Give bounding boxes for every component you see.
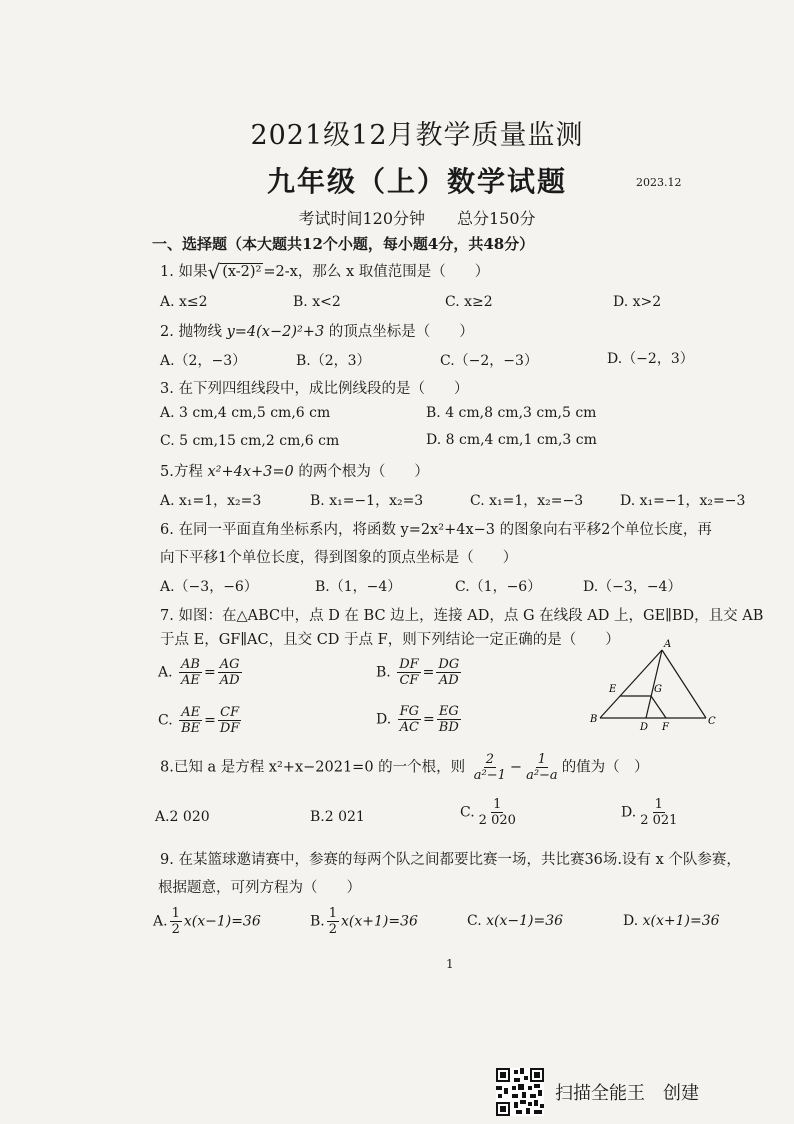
q5-option-a: A. x₁=1，x₂=3 [160,493,262,509]
q3-option-a: A. 3 cm,4 cm,5 cm,6 cm [160,405,331,421]
q3-option-d: D. 8 cm,4 cm,1 cm,3 cm [426,432,597,448]
q2-option-c: C.（−2，−3） [440,353,538,369]
qr-code-icon [496,1068,544,1116]
q6-option-c: C.（1，−6） [455,579,542,595]
question-7-line-1: 7. 如图：在△ABC中，点 D 在 BC 边上，连接 AD，点 G 在线段 AD 上，GE∥BD，且交 AB [160,608,764,624]
label-d: D [640,722,649,733]
q2-option-a: A.（2，−3） [160,353,247,369]
radicand: (x-2)² [222,264,262,280]
label-b: B [590,714,598,725]
q7-option-c: C. $\frac{AE}{BE}$ = $\frac{CF}{DF}$ [158,705,240,736]
exam-subtitle: 九年级（上）数学试题 [266,165,567,198]
q1-option-b: B. x<2 [293,294,341,310]
exam-title: 2021级12月教学质量监测 [250,120,584,151]
section-title: 一、选择题（本大题共12个小题，每小题4分，共48分） [152,235,535,253]
q7-option-b: B. $\frac{DF}{CF}$ = $\frac{DG}{AD}$ [376,657,460,688]
label-e: E [609,684,617,695]
question-6-line-1: 6. 在同一平面直角坐标系内，将函数 y=2x²+4x−3 的图象向右平移2个单位长度，再 [160,522,712,538]
question-8: 8.已知 a 是方程 x²+x−2021=0 的一个根，则 $\frac{2}{\text{a²−1}}$ − $\frac{1}{\text{a²−a}}$ 的值为（ ） [160,752,649,783]
question-6-line-2: 向下平移1个单位长度，得到图象的顶点坐标是（ ） [160,550,518,566]
question-1: 1. 如果√ (x-2)² =2-x，那么 x 取值范围是（ ） [160,260,490,284]
question-5: 5.方程 x²+4x+3=0 的两个根为（ ） [160,464,429,480]
q1-option-a: A. x≤2 [160,294,208,310]
label-c: C [708,716,716,727]
question-9-line-1: 9. 在某篮球邀请赛中，参赛的每两个队之间都要比赛一场，共比赛36场.设有 x 个队参赛， [160,852,741,868]
question-3: 3. 在下列四组线段中，成比例线段的是（ ） [160,381,469,397]
q9-option-a: A. $\frac{1}{2}$ x(x−1)=36 [153,906,261,937]
q6-option-d: D.（−3，−4） [583,579,682,595]
exam-time-info: 考试时间120分钟 总分150分 [298,209,536,228]
segment-gf [651,696,666,718]
q8-option-a: A.2 020 [155,809,210,825]
q5-option-c: C. x₁=1，x₂=−3 [470,493,584,509]
q2-option-b: B.（2，3） [296,353,371,369]
q9-option-b: B. $\frac{1}{2}$ x(x+1)=36 [310,906,418,937]
q6-option-b: B.（1，−4） [315,579,402,595]
q9-option-c: C. x(x−1)=36 [467,913,564,929]
q8-option-c: C. $\frac{1}{2 020}$ [460,797,516,828]
q5-option-b: B. x₁=−1，x₂=3 [310,493,424,509]
q6-option-a: A.（−3，−6） [160,579,258,595]
label-f: F [662,722,669,733]
label-a: A [664,639,672,650]
q9-option-d: D. x(x+1)=36 [623,913,720,929]
q5-option-d: D. x₁=−1，x₂=−3 [620,493,746,509]
q1-option-d: D. x>2 [613,294,662,310]
q2-option-d: D.（−2，3） [607,351,694,367]
question-9-line-2: 根据题意，可列方程为（ ） [158,880,361,896]
q3-option-c: C. 5 cm,15 cm,2 cm,6 cm [160,433,340,449]
page-number: 1 [446,957,454,971]
label-g: G [654,684,662,695]
q7-option-d: D. $\frac{FG}{AC}$ = $\frac{EG}{BD}$ [376,704,459,735]
question-2: 2. 抛物线 y=4(x−2)²+3 的顶点坐标是（ ） [160,324,474,340]
side-ac [662,650,706,718]
q8-option-d: D. $\frac{1}{2 021}$ [621,797,678,828]
triangle-figure [584,636,724,736]
scanner-watermark: 扫描全能王 创建 [555,1083,699,1104]
q7-option-a: A. $\frac{AB}{AE}$ = $\frac{AG}{AD}$ [158,657,240,688]
question-7-line-2: 于点 E，GF∥AC，且交 CD 于点 F，则下列结论一定正确的是（ ） [160,632,620,648]
exam-date: 2023.12 [636,176,682,189]
q3-option-b: B. 4 cm,8 cm,3 cm,5 cm [426,405,597,421]
q1-option-c: C. x≥2 [445,294,493,310]
q8-option-b: B.2 021 [310,809,365,825]
